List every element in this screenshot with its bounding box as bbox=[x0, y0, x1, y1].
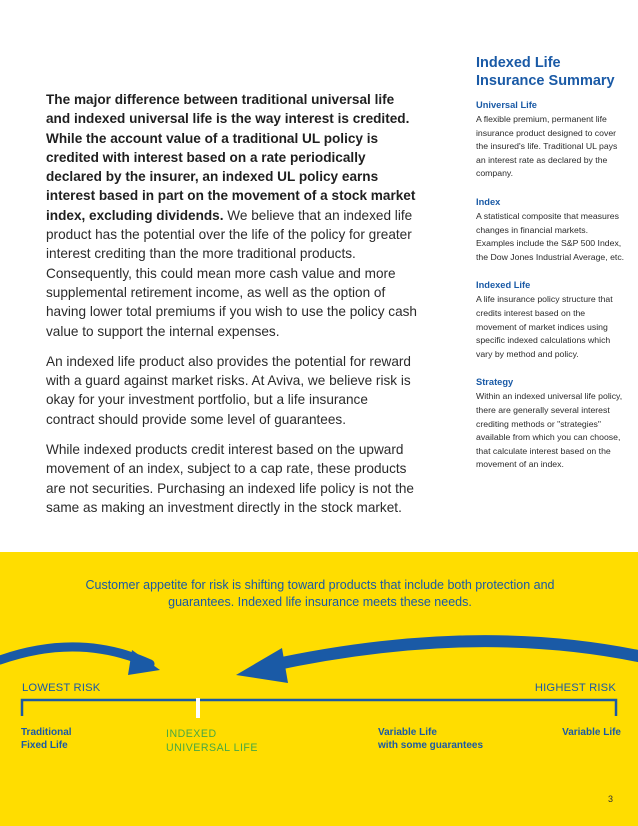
paragraph-1-body: We believe that an indexed life product has the potential over the life of the policy for greater interest crediting than the more traditional products. Consequently, this could mean more cash value and more supplemental retirement income, as well as the option of having lower total premiums if you wish to use the policy cash value to support the internal expenses. bbox=[46, 207, 417, 339]
product-traditional-fixed-life bbox=[21, 726, 72, 752]
sidebar-title: Indexed Life Insurance Summary bbox=[476, 55, 615, 89]
left-arrowhead-icon bbox=[128, 650, 160, 675]
product-indexed-universal-life bbox=[166, 727, 258, 755]
term-universal-life: Universal Life bbox=[476, 100, 537, 110]
definition-indexed-life: A life insurance policy structure that credits interest based on the movement of market indices using specific indexed calculations which vary by method and policy. bbox=[476, 294, 613, 359]
product-line: Fixed Life bbox=[21, 740, 68, 751]
lowest-risk-label: LOWEST RISK bbox=[22, 682, 101, 694]
paragraph-1 bbox=[46, 90, 418, 341]
term-index: Index bbox=[476, 196, 501, 207]
summary-sidebar bbox=[476, 54, 626, 487]
product-line: Variable Life bbox=[378, 727, 437, 738]
paragraph-2: An indexed life product also provides the potential for reward with a guard against market risks. At Aviva, we believe risk is okay for your investment portfolio, but a life insurance contract should provide some level of guarantees. bbox=[46, 353, 411, 427]
band-statement: Customer appetite for risk is shifting toward products that include both protection and guarantees. Indexed life insurance meets these needs. bbox=[85, 578, 555, 609]
product-line: UNIVERSAL LIFE bbox=[166, 742, 258, 754]
product-variable-life bbox=[562, 726, 621, 739]
product-variable-life-guarantees bbox=[378, 726, 483, 752]
highest-risk-label: HIGHEST RISK bbox=[534, 682, 616, 694]
product-line: Traditional bbox=[21, 727, 72, 738]
paragraph-1-lead: The major difference between traditional universal life and indexed universal life is the way interest is credited. While the account value of a traditional UL policy is credited with interest based on a rate periodically declared by the insurer, an indexed UL policy earns interest based in part on the movement of a stock market index, excluding dividends. bbox=[46, 92, 416, 223]
main-text bbox=[46, 90, 418, 528]
product-line: with some guarantees bbox=[378, 740, 484, 751]
left-arrow-icon bbox=[0, 647, 150, 664]
product-line: Variable Life bbox=[562, 727, 621, 738]
right-arrowhead-icon bbox=[236, 648, 288, 683]
term-indexed-life: Indexed Life bbox=[476, 280, 531, 291]
right-arrow-icon bbox=[268, 641, 638, 666]
page-number: 3 bbox=[608, 794, 614, 804]
definition-strategy: Within an indexed universal life policy, there are generally several interest crediting methods or "strategies" available from which you can choose, that calculate interest based on the movement of an index. bbox=[476, 391, 623, 470]
definition-universal-life: A flexible premium, permanent life insurance product designed to cover the insured's life. Traditional UL pays an interest rate as declared by the company. bbox=[476, 114, 618, 179]
definition-index: A statistical composite that measures changes in financial markets. Examples include the S&P 500 Index, the Dow Jones Industrial Average, etc. bbox=[476, 210, 625, 262]
indexed-ul-marker bbox=[196, 698, 200, 718]
risk-scale-bracket bbox=[22, 700, 616, 716]
product-line: INDEXED bbox=[166, 728, 217, 740]
term-strategy: Strategy bbox=[476, 377, 514, 388]
paragraph-3: While indexed products credit interest based on the upward movement of an index, subject to a cap rate, these products are not securities. Purchasing an indexed life policy is not the same as making an investment directly in the stock market. bbox=[46, 442, 414, 515]
risk-spectrum-band bbox=[0, 552, 638, 826]
